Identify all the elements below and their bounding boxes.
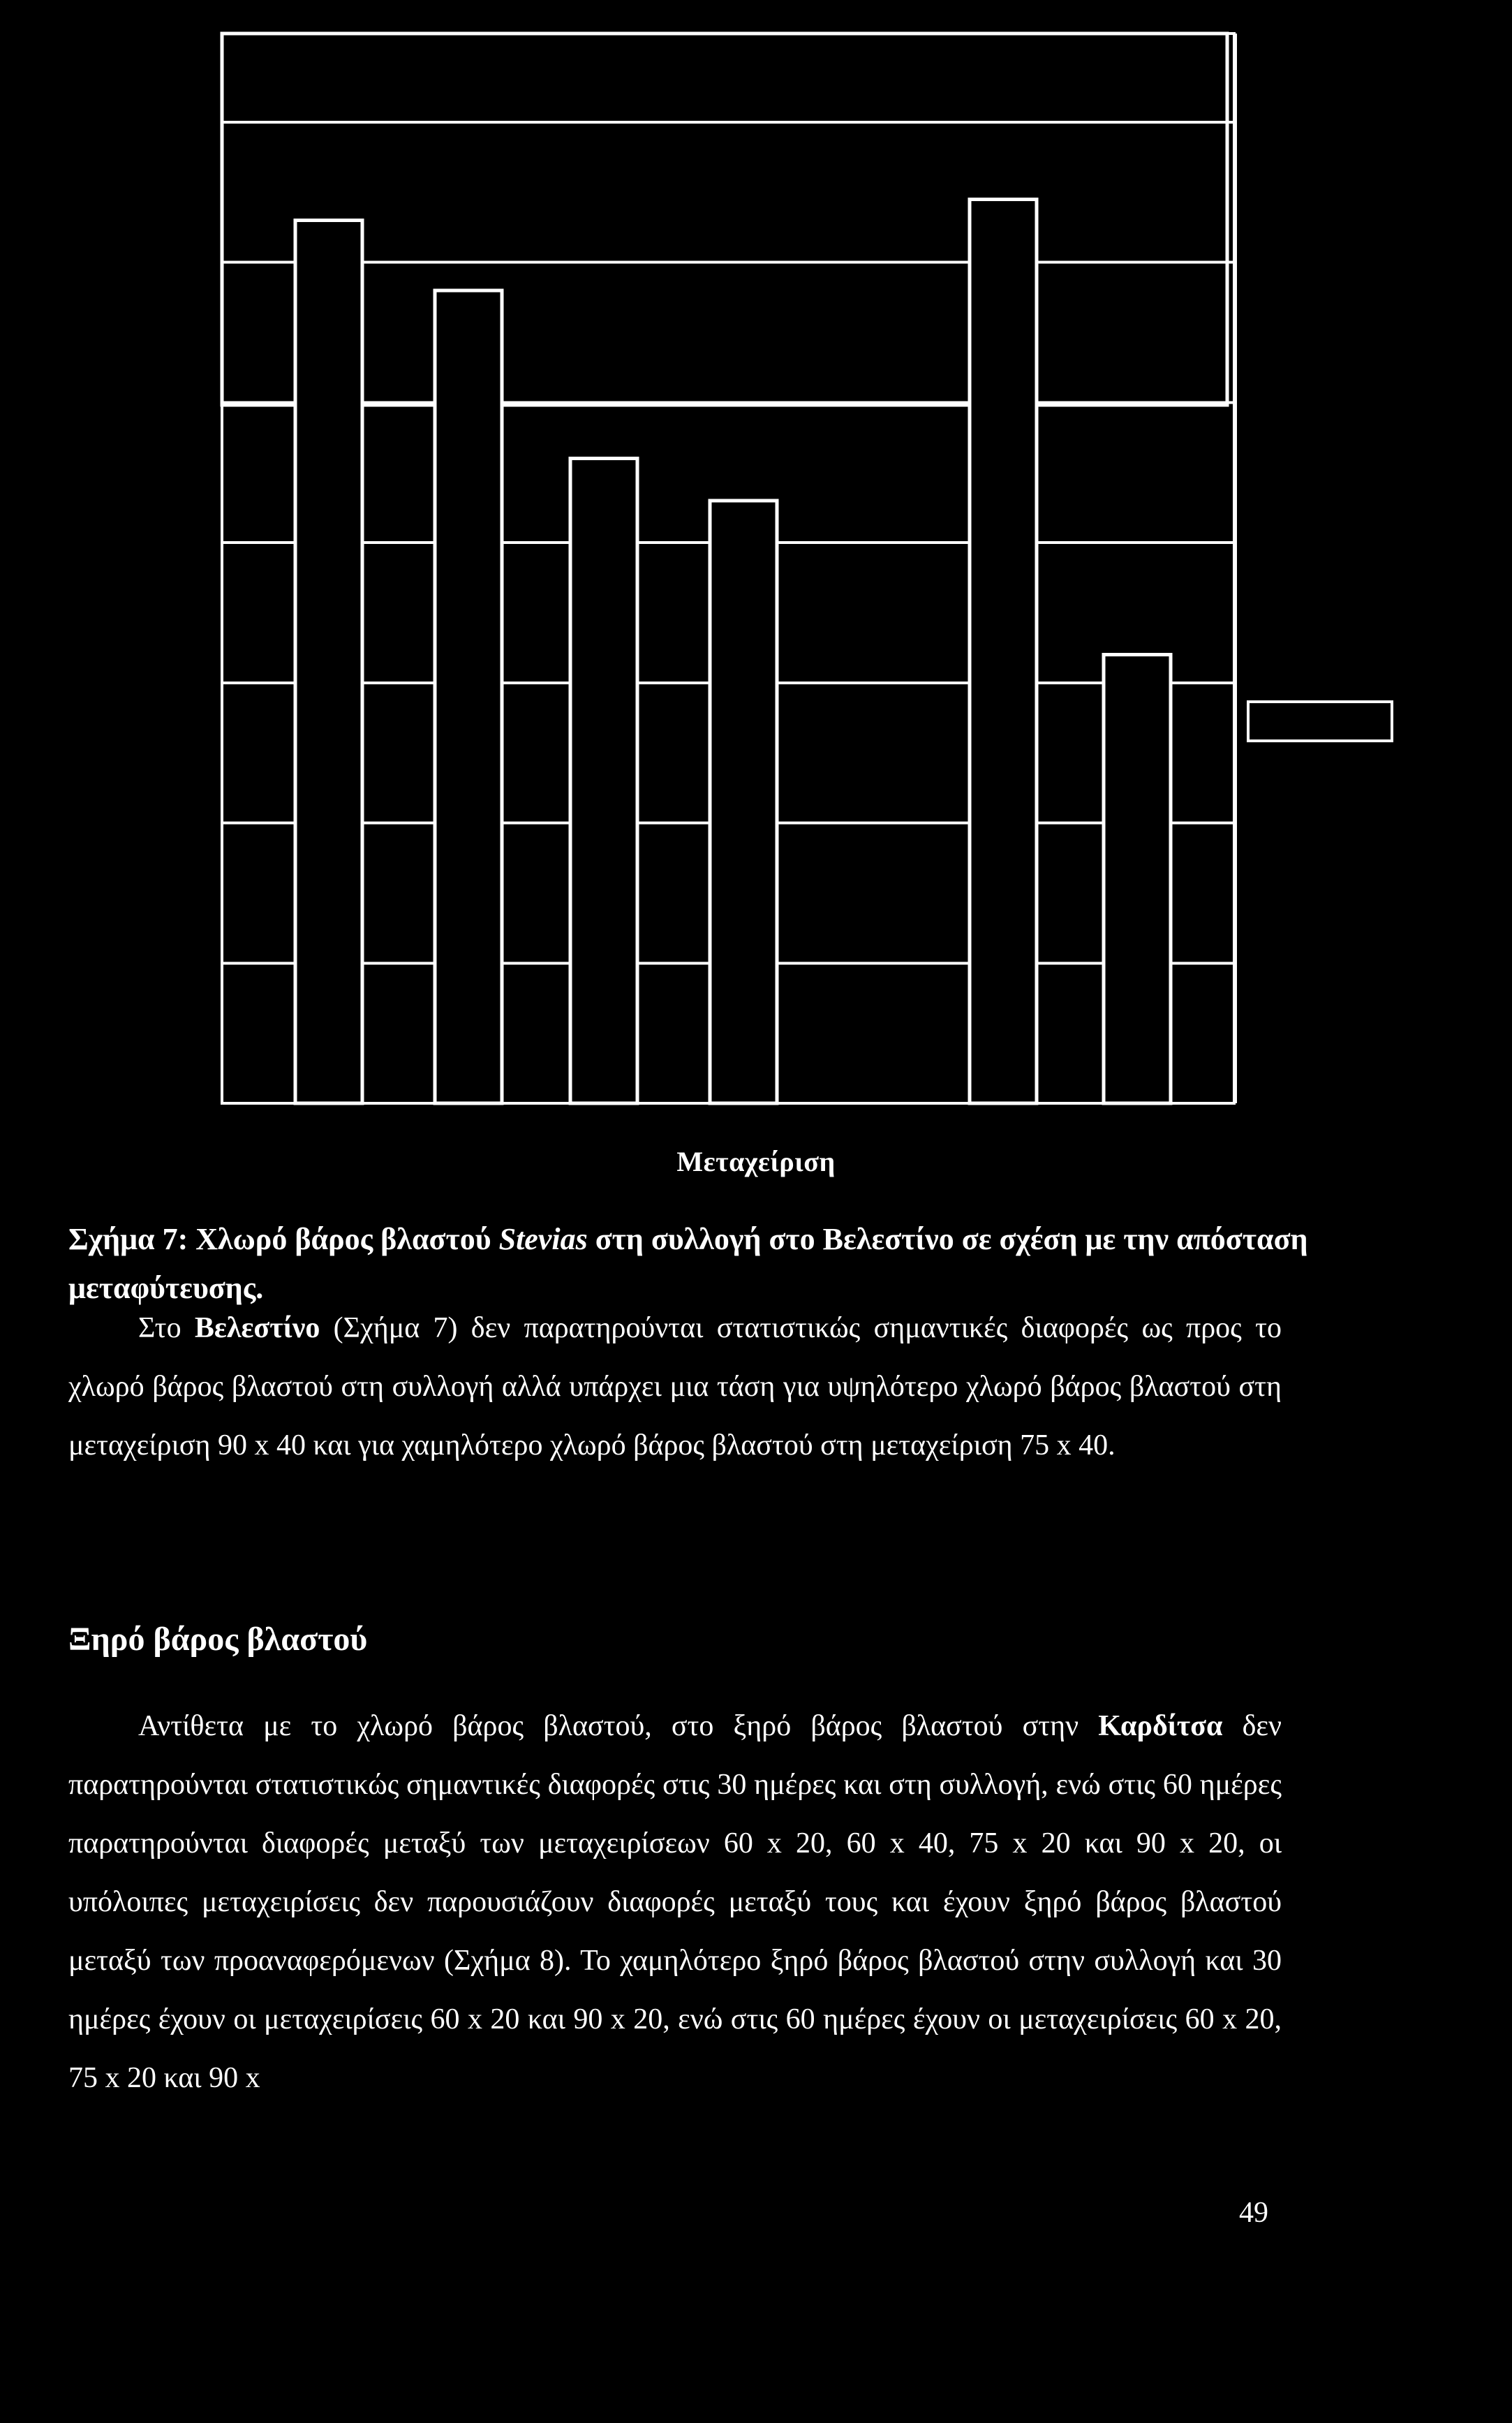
paragraph-2-bold: Καρδίτσα bbox=[1098, 1710, 1223, 1742]
paragraph-1-bold: Βελεστίνο bbox=[194, 1312, 320, 1344]
paragraph-2-rest: δεν παρατηρούνται στατιστικώς σημαντικές διαφορές στις 30 ημέρες και στη συλλογή, ενώ στις 60 ημέρες παρατηρούνται διαφορές μεταξύ των μεταχειρίσεων 60 x 20, 60 x 40, 75 x 20 και 90 x 20, οι υπόλοιπες μεταχειρίσεις δεν παρουσιάζουν διαφορές μεταξύ τους και έχουν ξηρό βάρος βλαστού μεταξύ των προαναφερόμενων (Σχήμα 8). Το χαμηλότερο ξηρό βάρος βλαστού στην συλλογή και 30 ημέρες έχουν οι μεταχειρίσεις 60 x 20 και 90 x 20, ενώ στις 60 ημέρες έχουν οι μεταχειρίσεις 60 x 20, 75 x 20 και 90 x bbox=[68, 1710, 1282, 2094]
paragraph-1-rest: (Σχήμα 7) δεν παρατηρούνται στατιστικώς σημαντικές διαφορές ως προς το χλωρό βάρος βλαστού στη συλλογή αλλά υπάρχει μια τάση για υψηλότερο χλωρό βάρος βλαστού στη μεταχείριση 90 x 40 και για χαμηλότερο χλωρό βάρος βλαστού στη μεταχείριση 75 x 40. bbox=[68, 1312, 1282, 1461]
bar bbox=[970, 199, 1037, 1103]
plot-frame bbox=[222, 34, 1227, 405]
caption-prefix: Σχήμα 7: Χλωρό βάρος βλαστού bbox=[68, 1222, 499, 1256]
bar bbox=[435, 290, 502, 1103]
paragraph-2-prefix: Αντίθετα με το χλωρό βάρος βλαστού, στο ξηρό βάρος βλαστού στην bbox=[138, 1710, 1099, 1742]
figure-caption bbox=[68, 1215, 1311, 1313]
page-number: 49 bbox=[1239, 2197, 1268, 2229]
paragraph-1-prefix: Στο bbox=[138, 1312, 195, 1344]
bar bbox=[295, 221, 362, 1104]
bar bbox=[570, 459, 637, 1103]
caption-suffix: στη συλλογή στο Βελεστίνο σε σχέση με την απόσταση μεταφύτευσης. bbox=[68, 1222, 1308, 1305]
bar-chart bbox=[0, 0, 1512, 1117]
paragraph-1 bbox=[68, 1299, 1282, 1475]
x-axis-label: Μεταχείριση bbox=[676, 1146, 836, 1177]
paragraph-2 bbox=[68, 1697, 1282, 2107]
legend-box bbox=[1248, 702, 1392, 741]
bars bbox=[295, 199, 1171, 1103]
bar bbox=[710, 501, 777, 1103]
bar bbox=[1104, 655, 1171, 1103]
caption-italic: Stevias bbox=[498, 1222, 588, 1256]
section-heading: Ξηρό βάρος βλαστού bbox=[68, 1621, 368, 1658]
